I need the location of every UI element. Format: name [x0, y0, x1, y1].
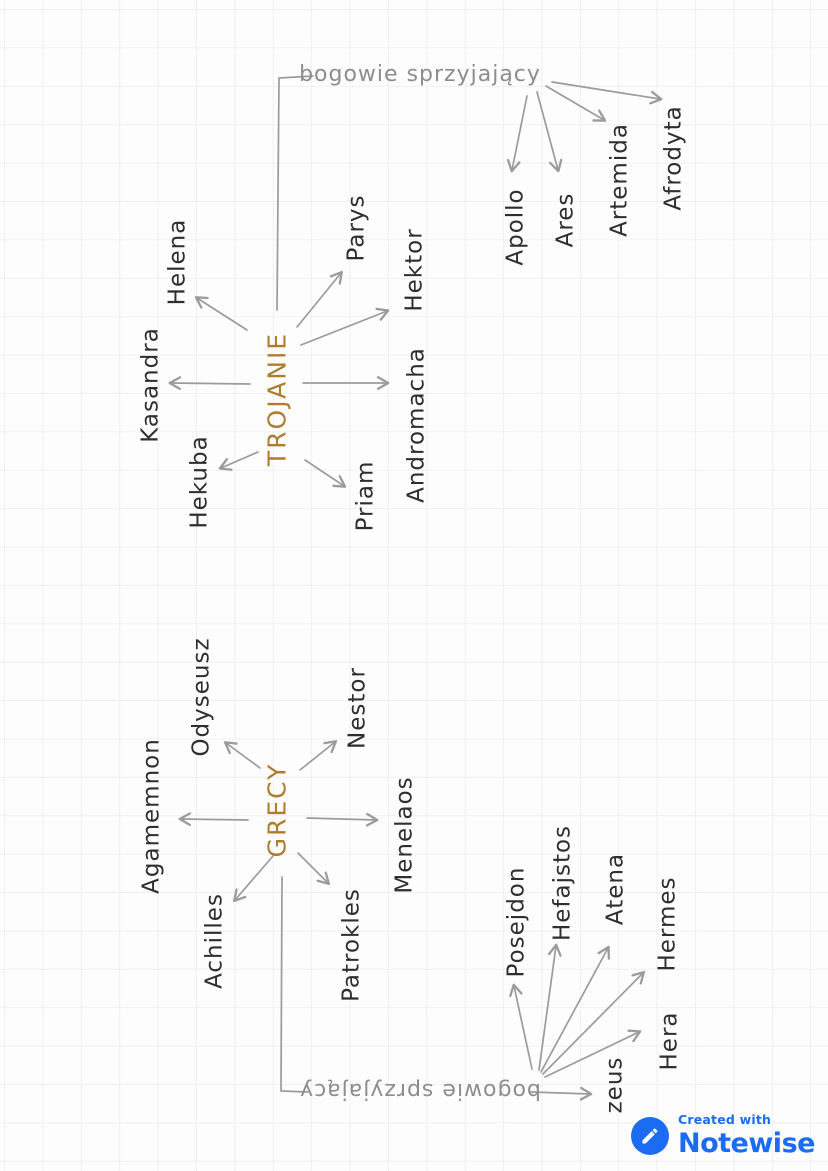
diagram-node-hermes: Hermes	[654, 876, 681, 972]
diagram-node-hektor: Hektor	[401, 228, 428, 312]
diagram-node-nestor: Nestor	[344, 667, 371, 749]
connector-bogowie-top-to-trojanie	[277, 76, 313, 310]
diagram-node-posejdon: Posejdon	[503, 866, 530, 978]
diagram-node-bogowie-bottom: bogowie sprzyjający	[299, 1078, 541, 1103]
diagram-node-hefajstos: Hefajstos	[549, 824, 576, 942]
diagram-node-priam: Priam	[352, 460, 379, 532]
diagram-node-kasandra: Kasandra	[137, 327, 164, 443]
watermark-text	[678, 1112, 815, 1159]
arrow-bogowie-bottom-to-atena	[541, 948, 608, 1072]
notewise-pencil-icon	[631, 1117, 669, 1155]
arrow-trojanie-to-priam	[305, 460, 344, 486]
watermark-created-with: Created with	[678, 1112, 772, 1127]
arrow-trojanie-to-hektor	[301, 311, 387, 345]
arrow-grecy-to-nestor	[300, 742, 335, 770]
arrow-grecy-to-achilles	[235, 856, 273, 900]
arrow-trojanie-to-parys	[297, 273, 341, 327]
arrow-grecy-to-agamemnon	[181, 819, 248, 820]
arrow-bogowie-top-to-apollo	[512, 96, 527, 170]
diagram-node-achilles: Achilles	[201, 893, 228, 989]
arrow-trojanie-to-kasandra	[171, 383, 250, 384]
notewise-watermark[interactable]	[631, 1112, 815, 1159]
arrow-trojanie-to-hekuba	[221, 452, 258, 468]
diagram-node-artemida: Artemida	[606, 123, 633, 237]
diagram-node-odyseusz: Odyseusz	[188, 637, 215, 757]
arrow-bogowie-bottom-to-posejdon	[514, 986, 532, 1069]
arrow-grecy-to-odyseusz	[226, 743, 260, 768]
arrow-bogowie-bottom-to-hermes	[543, 973, 643, 1074]
diagram-node-hera: Hera	[656, 1011, 683, 1071]
arrow-bogowie-top-to-afrodyta	[552, 82, 660, 99]
connector-grecy-to-bogowie-bottom	[281, 877, 308, 1092]
diagram-node-afrodyta: Afrodyta	[660, 105, 687, 211]
diagram-node-zeus: zeus	[601, 1056, 628, 1114]
diagram-node-trojanie: TROJANIE	[262, 331, 292, 467]
diagram-node-apollo: Apollo	[502, 188, 529, 266]
diagram-node-helena: Helena	[164, 218, 191, 306]
arrow-trojanie-to-helena	[197, 298, 247, 330]
diagram-node-atena: Atena	[602, 852, 629, 926]
diagram-node-andromacha: Andromacha	[403, 347, 430, 503]
watermark-brand: Notewise	[678, 1128, 815, 1159]
arrow-bogowie-top-to-ares	[537, 92, 558, 170]
diagram-node-patrokles: Patrokles	[338, 888, 365, 1002]
diagram-node-hekuba: Hekuba	[186, 435, 213, 529]
arrow-bogowie-bottom-to-hefajstos	[539, 946, 556, 1070]
diagram-node-bogowie-top: bogowie sprzyjający	[299, 62, 541, 87]
diagram-node-menelaos: Menelaos	[391, 776, 418, 894]
arrow-bogowie-top-to-artemida	[546, 86, 604, 120]
diagram-node-parys: Parys	[343, 194, 370, 262]
diagram-node-grecy: GRECY	[262, 762, 292, 858]
arrow-grecy-to-menelaos	[307, 818, 376, 820]
diagram-node-ares: Ares	[552, 192, 579, 248]
diagram-node-agamemnon: Agamemnon	[138, 738, 165, 894]
arrow-grecy-to-patrokles	[298, 853, 328, 883]
